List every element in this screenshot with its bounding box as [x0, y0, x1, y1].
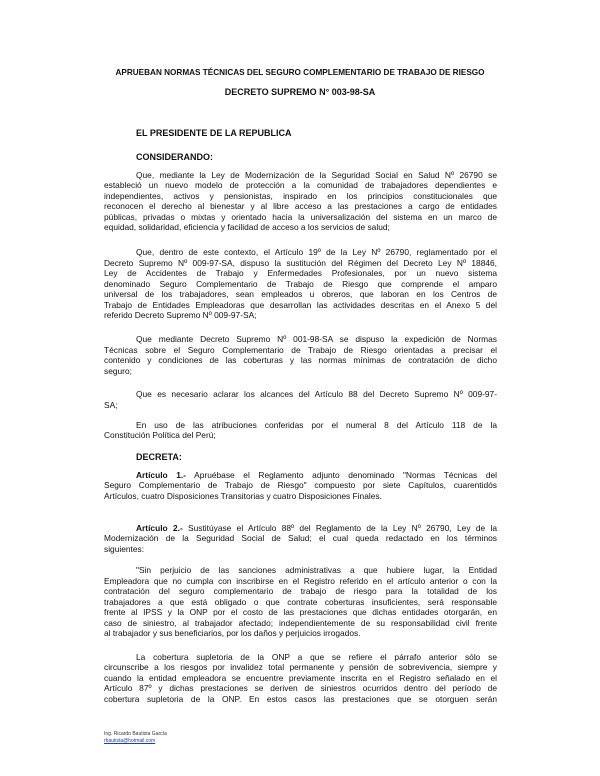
- text-line: Que, mediante la Ley de Modernización de la Seguridad Social en Salud Nº 26790 se: [136, 170, 497, 180]
- text-line: independientes, activos y pensionistas, inspirado en los principios constitucionales que: [104, 191, 497, 201]
- text-line: cobertura supletoria de la ONP. En estos casos las prestaciones que se otorguen serán: [104, 694, 497, 704]
- text-line: universal de los trabajadores, sean empleados u obreros, que laboran en los Centros de: [104, 289, 497, 299]
- text-line: "Sin perjuicio de las sanciones administrativas a que hubiere lugar, la Entidad: [136, 565, 497, 575]
- text-line: equidad, solidaridad, eficiencia y facilidad de acceso a los servicios de salud;: [104, 222, 390, 232]
- document-title: APRUEBAN NORMAS TÉCNICAS DEL SEGURO COMPLEMENTARIO DE TRABAJO DE RIESGO: [115, 68, 485, 77]
- footer-author: Ing. Ricardo Bautista García: [104, 731, 167, 737]
- text-line: al trabajador y sus beneficiarios, por los daños y perjuicios irrogados.: [104, 628, 361, 638]
- text-line: [136, 523, 497, 533]
- article-2-label: Artículo 2.-: [136, 523, 183, 533]
- text-line: En uso de las atribuciones conferidas por el numeral 8 del Artículo 118 de la: [136, 420, 497, 430]
- text-line: SA;: [104, 400, 118, 410]
- text-line: Que mediante Decreto Supremo Nº 001-98-SA se dispuso la expedición de Normas: [136, 334, 497, 344]
- text-line: caso de siniestro, al trabajador afectado; independientemente de su responsabilidad civil frente: [104, 618, 497, 628]
- text-line: Artículo 87º y dichas prestaciones se deriven de siniestros ocurridos dentro del período de: [104, 683, 497, 693]
- text-line: frente al IPSS y la ONP por el costo de las prestaciones que dichas entidades otorgarán, en: [104, 607, 497, 617]
- text-line: [136, 470, 497, 480]
- article-2-text: Sustitúyase el Artículo 88º del Reglamento de la Ley Nº 26790, Ley de la: [182, 523, 497, 533]
- text-line: trabajadores a que está obligado o que contrate coberturas insuficientes, será responsable: [104, 597, 497, 607]
- text-line: referido Decreto Supremo Nº 009-97-SA;: [104, 310, 257, 320]
- article-1-text: Apruébase el Reglamento adjunto denominado "Normas Técnicas del: [186, 470, 497, 480]
- footer-email-wrap: [104, 738, 155, 744]
- president-heading: EL PRESIDENTE DE LA REPUBLICA: [136, 128, 292, 138]
- text-line: Que, dentro de este contexto, el Artículo 19º de la Ley Nº 26790, reglamentado por el: [136, 247, 497, 257]
- text-line: Que es necesario aclarar los alcances del Artículo 88 del Decreto Supremo Nº 009-97-: [136, 389, 497, 399]
- text-line: contratación del seguro complementario de trabajo de riesgo para la totalidad de los: [104, 586, 497, 596]
- text-line: seguro;: [104, 366, 132, 376]
- text-line: públicas, privadas o mixtas y orientado hacia la universalización del sistema en un marco de: [104, 212, 497, 222]
- text-line: cuando la entidad empleadora se encuentre previamente inscrita en el Registro señalado en el: [104, 673, 497, 683]
- footer-email-link[interactable]: rbautista@hotmail.com: [104, 738, 156, 744]
- text-line: Empleadora que no cumpla con inscribirse en el Registro referido en el artículo anterior o con la: [104, 576, 497, 586]
- text-line: La cobertura supletoria de la ONP a que se refiere el párrafo anterior sólo se: [136, 652, 497, 662]
- decree-number: DECRETO SUPREMO N° 003-98-SA: [224, 87, 376, 97]
- decreta-heading: DECRETA:: [136, 452, 182, 462]
- text-line: circunscribe a los riesgos por invalidez total permanente y pensión de sobrevivencia, siempre y: [104, 662, 497, 672]
- considerando-heading: CONSIDERANDO:: [136, 152, 214, 162]
- text-line: estableció un nuevo modelo de protección a la comunidad de trabajadores dependientes e: [104, 180, 497, 190]
- text-line: contenido y condiciones de las coberturas y las normas mínimas de contratación de dicho: [104, 355, 497, 365]
- text-line: Ley de Accidentes de Trabajo y Enfermedades Profesionales, por un nuevo sistema: [104, 268, 497, 278]
- text-line: denominado Seguro Complementario de Trabajo de Riesgo que comprende el amparo: [104, 279, 497, 289]
- text-line: Artículos, cuatro Disposiciones Transitorias y cuatro Disposiciones Finales.: [104, 491, 382, 501]
- text-line: siguientes:: [104, 544, 145, 554]
- text-line: Decreto Supremo Nº 009-97-SA, dispuso la sustitución del Régimen del Decreto Ley Nº 18846,: [104, 258, 497, 268]
- text-line: reconocen el derecho al bienestar y al libre acceso a las prestaciones a cargo de entidades: [104, 201, 497, 211]
- article-1-label: Artículo 1.-: [136, 470, 187, 480]
- text-line: Seguro Complementario de Trabajo de Riesgo" compuesto por siete Capítulos, cuarentidós: [104, 480, 497, 490]
- text-line: Modernización de la Seguridad Social de Salud; el cual queda redactado en los términos: [104, 533, 497, 543]
- text-line: Constitución Política del Perú;: [104, 430, 216, 440]
- text-line: Trabajo de Entidades Empleadoras que desarrollan las actividades descritas en el Anexo 5 del: [104, 300, 497, 310]
- text-line: Técnicas sobre el Seguro Complementario de Trabajo de Riesgo orientadas a precisar el: [104, 345, 497, 355]
